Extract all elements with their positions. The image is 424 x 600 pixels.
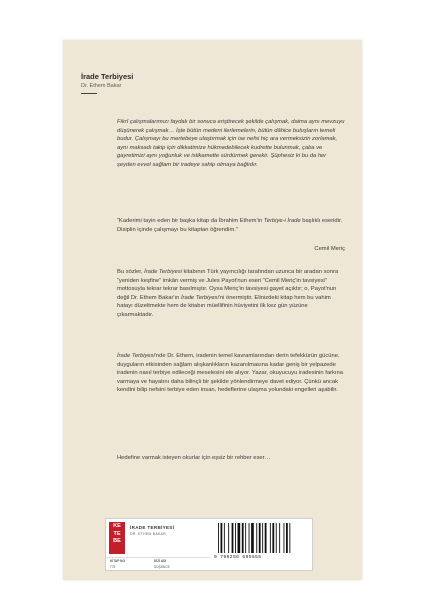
label-author: DR. ETHEM BAKAR — [130, 532, 166, 536]
quote-text-2: başlıklı eseridir. Disiplin içinde çalışmayı bu kitaptan öğrendim.” — [117, 218, 343, 233]
p1-title-1: İrade Terbiyesi — [144, 269, 182, 275]
isbn-number: 9 786256 695555 — [214, 555, 262, 560]
quote-paragraph — [117, 217, 345, 234]
p1-title-2: İrade Terbiyesi — [180, 294, 219, 301]
quote-text-1: “Kaderimi tayin eden bir başka kitap da İbrahim Ethem'in — [117, 218, 263, 224]
book-no-value: 775 — [110, 565, 116, 569]
p1-text-3: 'ni önermiştir. Elinizdeki kitap hem bu vahim hatayı düzeltmekte hem de kitabın müellifinin hüviyetini ilk kez gün yüzüne çıkarmaktadır. — [117, 294, 331, 318]
title-rule — [81, 93, 97, 94]
book-author: Dr. Ethem Bakar — [81, 83, 122, 89]
series-label: DİZİ ADI — [154, 559, 167, 563]
body-paragraph-2 — [117, 352, 345, 395]
quote-title: Terbiye-i İrade — [263, 218, 301, 224]
barcode-bars — [218, 523, 306, 553]
barcode-label — [105, 518, 313, 571]
intro-paragraph: Fikrî çalışmalarımızı faydalı bir sonuca eriştirecek şekilde çalışmak, daima aynı mevzuyu düşünerek çalışmak… İşte bütün medeni ilerlemelerin, bütün dâhice buluşların temeli budur. Çalışmayı bu mertebeye ulaştırmak için ise nefsi hiç ara vermeksizin zorlamak, aynı maksadı takip için dikkatimize hükmedebilecek kudrette bulunmak, çaba ve gayretimizi aynı yoğunluk ve istikamette sürdürmek gerekir. Şüphesiz ki bu da her şeyden evvel sağlam bir iradeye sahip olmaya bağlıdır. — [117, 119, 345, 168]
publisher-logo — [109, 522, 125, 554]
closing-line: Hedefine varmak isteyen okurlar için eşsiz bir rehber eser… — [117, 455, 271, 461]
book-title: İrade Terbiyesi — [81, 72, 134, 81]
label-info-row — [106, 557, 210, 570]
label-title: İRADE TERBİYESİ — [130, 525, 175, 530]
logo-text: KETEBE — [113, 523, 121, 544]
p2-title: İrade Terbiyesi — [117, 353, 155, 359]
body-paragraph-1 — [117, 268, 345, 320]
book-no-label: KİTAP NO — [110, 559, 125, 563]
p1-text-1: Bu sözler, — [117, 269, 145, 275]
p1-text-2: kitabının Türk yayıncılığı tarafından uzunca bir aradan sonra “yeniden keşfine” imkân vermiş ve Jules Payot'nun eseri “Cemil Meriç'in tavsiyesi” mottosuyla tekrar tekrar basılmıştır. Oysa Meriç'in tavsiyesi gayet açıktır; o, Payot'nun değil Dr. Ethem Bakar'ın — [117, 269, 339, 301]
back-cover — [63, 40, 362, 580]
quote-source: Cemil Meriç — [314, 246, 345, 252]
p2-text: 'nde Dr. Ethem, iradenin temel kavramlarından derin tefekkürün gücüne, duyguların etkisinden sağlam alışkanlıkların kazanılmasına kadar geniş bir yelpazede iradenin nasıl terbiye edileceği meselesini ele alıyor. Yazar, okuyucuyu iradesinin farkına varmaya ve hayatını daha bilinçli bir şekilde yönlendirmeye davet ediyor. Çünkü ancak kendini bilip nefsini terbiye eden insan, hedeflerine ulaşma yolundaki engelleri aşabilir. — [117, 353, 343, 394]
series-value: DÜŞÜNCE — [154, 565, 170, 569]
